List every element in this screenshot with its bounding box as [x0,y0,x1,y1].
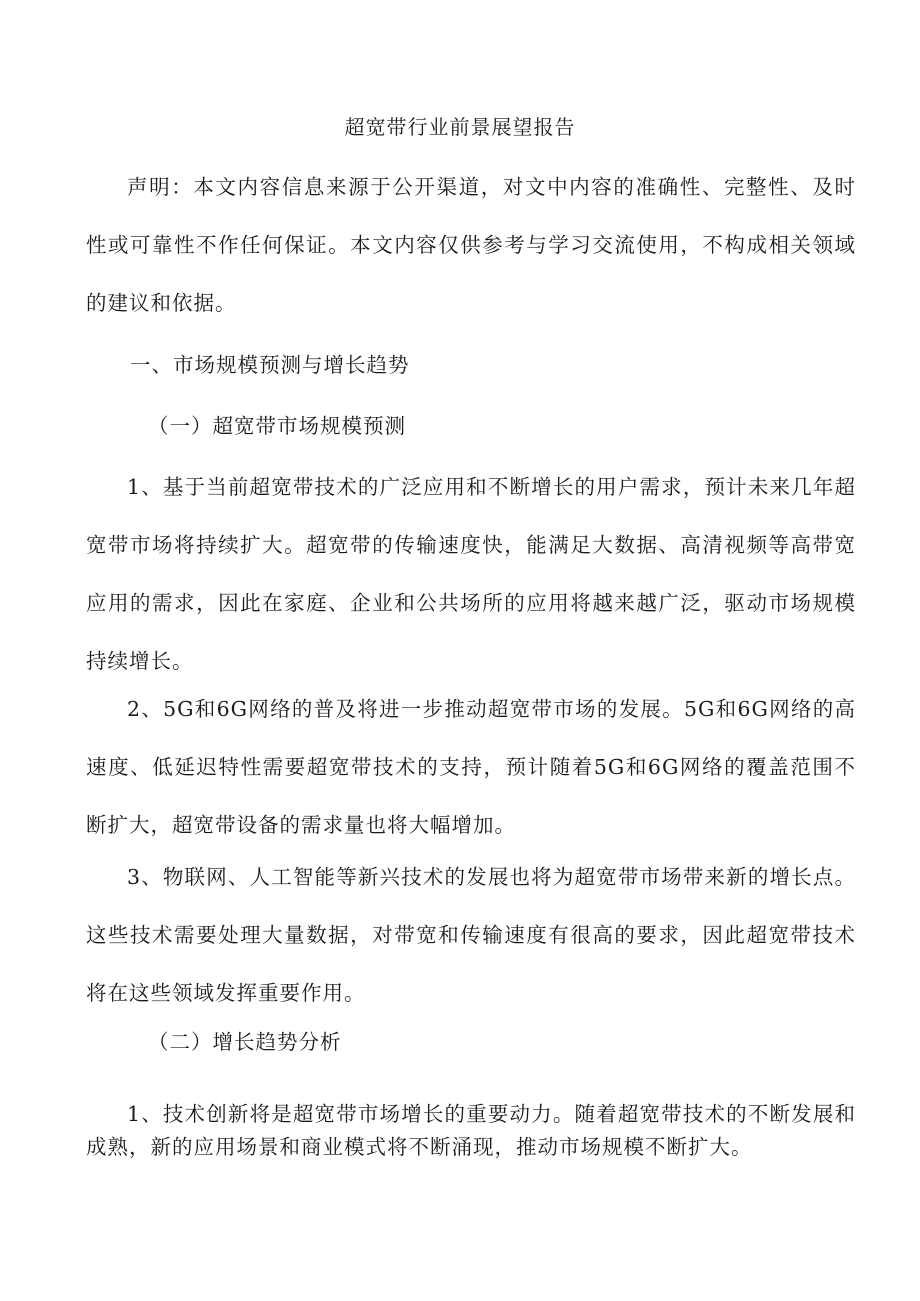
paragraph-2: 2、5G和6G网络的普及将进一步推动超宽带市场的发展。5G和6G网络的高速度、低延迟特性需要超宽带技术的支持，预计随着5G和6G网络的覆盖范围不断扩大，超宽带设备的需求量也将大幅增加。 [86,697,856,837]
paragraph-3: 3、物联网、人工智能等新兴技术的发展也将为超宽带市场带来新的增长点。这些技术需要处理大量数据，对带宽和传输速度有很高的要求，因此超宽带技术将在这些领域发挥重要作用。 [86,865,856,1005]
section-heading-1: 一、市场规模预测与增长趋势 [130,353,410,377]
document-title: 超宽带行业前景展望报告 [344,115,576,139]
paragraph-1: 1、基于当前超宽带技术的广泛应用和不断增长的用户需求，预计未来几年超宽带市场将持续扩大。超宽带的传输速度快，能满足大数据、高清视频等高带宽应用的需求，因此在家庭、企业和公共场所的应用将越来越广泛，驱动市场规模持续增长。 [86,475,856,673]
disclaimer-paragraph: 声明：本文内容信息来源于公开渠道，对文中内容的准确性、完整性、及时性或可靠性不作任何保证。本文内容仅供参考与学习交流使用，不构成相关领域的建议和依据。 [86,175,856,315]
paragraph-4: 1、技术创新将是超宽带市场增长的重要动力。随着超宽带技术的不断发展和成熟，新的应用场景和商业模式将不断涌现，推动市场规模不断扩大。 [86,1102,856,1159]
subsection-heading-1: （一）超宽带市场规模预测 [148,414,406,438]
subsection-heading-2: （二）增长趋势分析 [148,1030,342,1054]
